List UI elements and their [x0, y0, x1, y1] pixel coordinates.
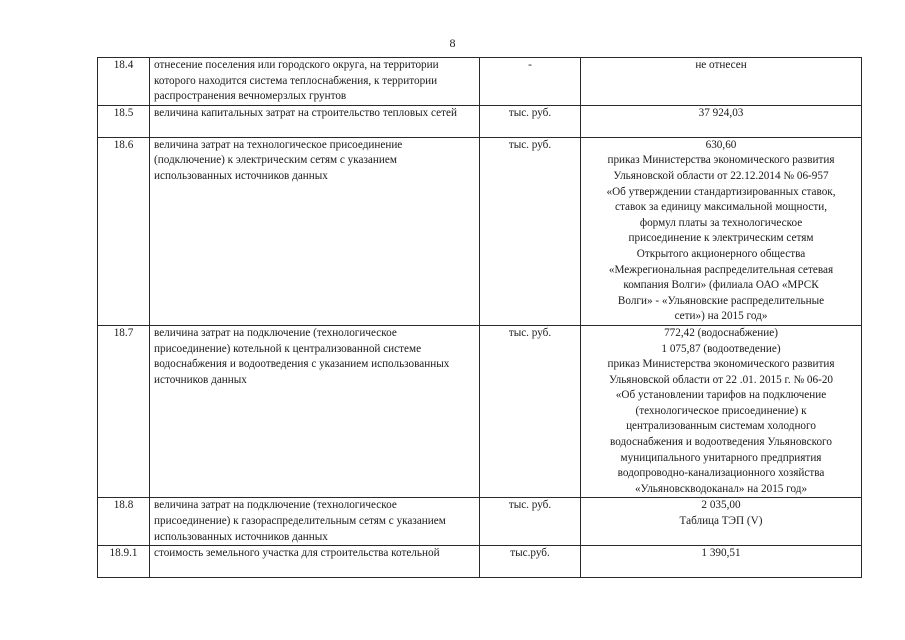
row-number: 18.8 [98, 498, 150, 546]
value-line: централизованным системам холодного [626, 420, 816, 433]
row-unit: тыс. руб. [480, 498, 581, 546]
value-line: 1 390,51 [701, 547, 741, 560]
row-indicator: величина капитальных затрат на строительство тепловых сетей [150, 105, 480, 137]
value-line: приказ Министерства экономического развития [607, 358, 835, 371]
table-row [98, 546, 862, 578]
row-indicator: отнесение поселения или городского округа, на территории которого находится система теплоснабжения, к территории распространения вечномерзлых грунтов [150, 58, 480, 106]
value-line: присоединение к электрическим сетям [628, 232, 814, 245]
table-row [98, 58, 862, 106]
row-number: 18.4 [98, 58, 150, 106]
value-line: компания Волги» (филиала ОАО «МРСК [623, 279, 819, 292]
value-line: муниципального унитарного предприятия [620, 451, 822, 464]
row-value [581, 498, 862, 546]
table-row [98, 137, 862, 325]
value-line: «Межрегиональная распределительная сетевая [608, 263, 834, 276]
value-line: водоснабжения и водоотведения Ульяновского [610, 436, 832, 449]
row-value [581, 105, 862, 137]
value-line: Открытого акционерного общества [636, 247, 806, 260]
row-indicator: величина затрат на подключение (технологическое присоединение) котельной к централизованной системе водоснабжения и водоотведения с указанием использованных источников данных [150, 325, 480, 498]
row-value [581, 546, 862, 578]
value-line: 2 035,00 [701, 499, 741, 512]
value-line: 630,60 [705, 138, 737, 151]
value-line: Ульяновской области от 22.12.2014 № 06-957 [613, 169, 829, 182]
row-value [581, 58, 862, 106]
value-line: Ульяновской области от 22 .01. 2015 г. № 06-20 [608, 373, 834, 386]
value-line: «Об утверждении стандартизированных ставок, [606, 185, 836, 198]
table-row [98, 325, 862, 498]
table-row [98, 105, 862, 137]
value-line: 772,42 (водоснабжение) [664, 326, 778, 339]
row-unit: тыс.руб. [480, 546, 581, 578]
value-line: формул платы за технологическое [639, 216, 803, 229]
value-line: приказ Министерства экономического развития [607, 154, 835, 167]
value-line: 1 075,87 (водоотведение) [661, 342, 781, 355]
row-number: 18.5 [98, 105, 150, 137]
value-line: водопроводно-канализационного хозяйства [617, 467, 825, 480]
value-line: не отнесен [695, 59, 747, 71]
row-unit: тыс. руб. [480, 105, 581, 137]
row-unit: - [480, 58, 581, 106]
row-indicator: величина затрат на подключение (технологическое присоединение) к газораспределительным сетям с указанием использованных источников данных [150, 498, 480, 546]
value-line: Волги» - «Ульяновские распределительные [617, 294, 825, 307]
row-unit: тыс. руб. [480, 325, 581, 498]
value-line: «Ульяновскводоканал» на 2015 год» [634, 482, 808, 495]
indicators-table [97, 57, 862, 578]
row-indicator: величина затрат на технологическое присоединение (подключение) к электрическим сетям с указанием использованных источников данных [150, 137, 480, 325]
table-row [98, 498, 862, 546]
value-line: 37 924,03 [698, 106, 744, 119]
row-unit: тыс. руб. [480, 137, 581, 325]
row-number: 18.7 [98, 325, 150, 498]
row-value [581, 137, 862, 325]
value-line: сети») на 2015 год» [674, 310, 768, 323]
row-value [581, 325, 862, 498]
page-number: 8 [449, 36, 456, 50]
value-line: Таблица ТЭП (V) [679, 515, 763, 528]
value-line: «Об установлении тарифов на подключение [615, 389, 827, 402]
value-line: (технологическое присоединение) к [635, 404, 807, 417]
value-line: ставок за единицу максимальной мощности, [615, 201, 827, 214]
row-number: 18.9.1 [98, 546, 150, 578]
row-number: 18.6 [98, 137, 150, 325]
row-indicator: стоимость земельного участка для строительства котельной [150, 546, 480, 578]
